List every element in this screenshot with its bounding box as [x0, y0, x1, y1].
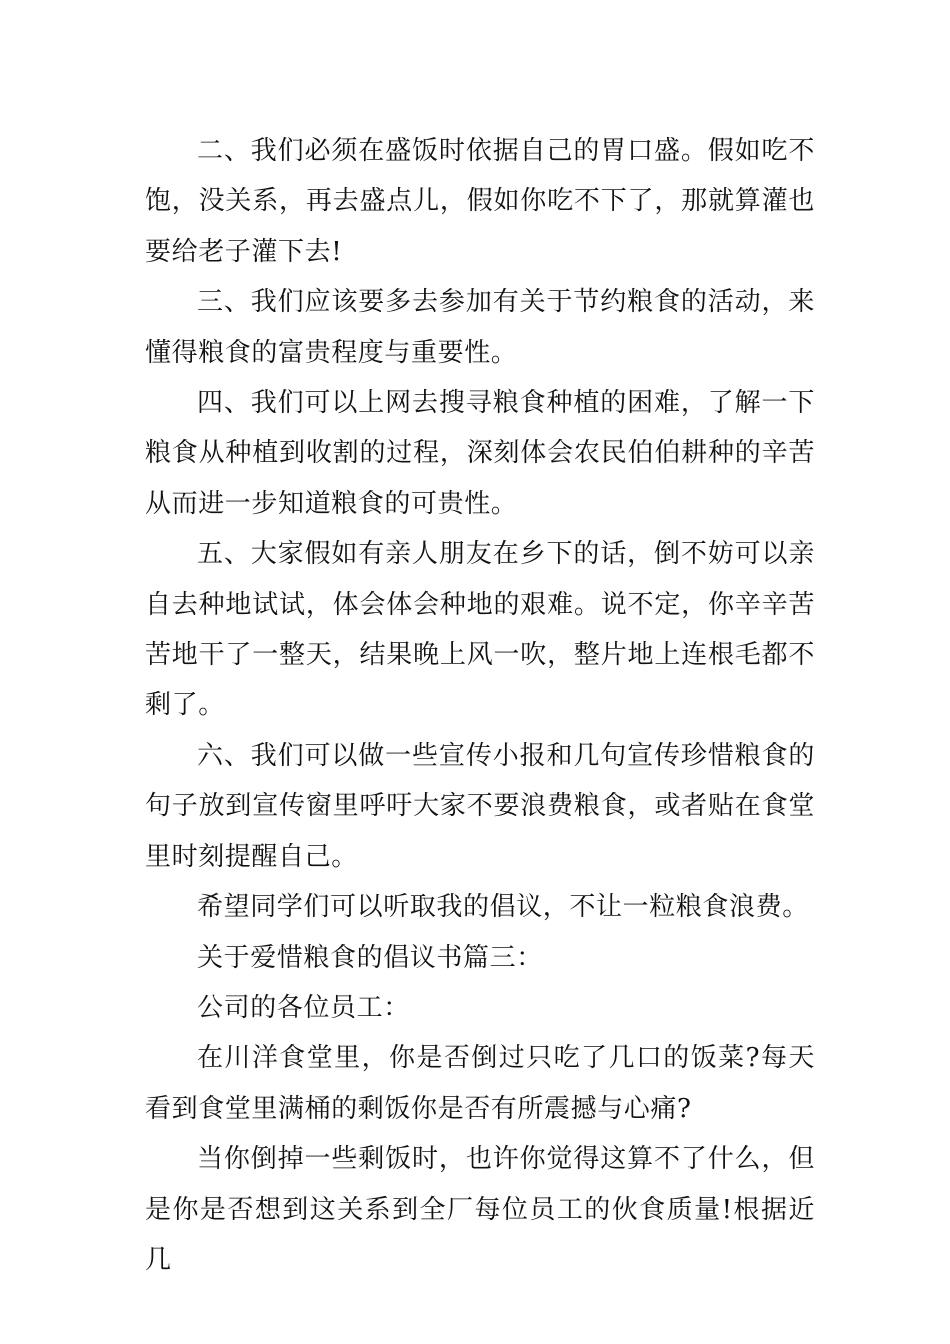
closing-hope: 希望同学们可以听取我的倡议，不让一粒粮食浪费。: [197, 892, 809, 923]
paragraph-6: 六、我们可以做一些宣传小报和几句宣传珍惜粮食的句子放到宣传窗里呼吁大家不要浪费粮食，或者贴在食堂里时刻提醒自己。: [145, 740, 815, 872]
paragraph-leftovers: 当你倒掉一些剩饭时，也许你觉得这算不了什么，但是你是否想到这关系到全厂每位员工的伙食质量!根据近几: [145, 1144, 815, 1275]
paragraph-5: 五、大家假如有亲人朋友在乡下的话，倒不妨可以亲自去种地试试，体会体会种地的艰难。说不定，你辛辛苦苦地干了一整天，结果晚上风一吹，整片地上连根毛都不剩了。: [145, 539, 815, 721]
paragraph-4: 四、我们可以上网去搜寻粮食种植的困难，了解一下粮食从种植到收割的过程，深刻体会农民伯伯耕种的辛苦从而进一步知道粮食的可贵性。: [145, 388, 815, 519]
paragraph-3: 三、我们应该要多去参加有关于节约粮食的活动，来懂得粮食的富贵程度与重要性。: [145, 287, 815, 368]
salutation: 公司的各位员工：: [197, 992, 410, 1023]
section-heading: 关于爱惜粮食的倡议书篇三：: [197, 942, 543, 973]
document-body: [145, 126, 815, 1285]
paragraph-2: 二、我们必须在盛饭时依据自己的胃口盛。假如吃不饱，没关系，再去盛点儿，假如你吃不下了，那就算灌也要给老子灌下去!: [145, 136, 815, 267]
paragraph-canteen: 在川洋食堂里，你是否倒过只吃了几口的饭菜?每天看到食堂里满桶的剩饭你是否有所震撼与心痛?: [145, 1043, 815, 1124]
